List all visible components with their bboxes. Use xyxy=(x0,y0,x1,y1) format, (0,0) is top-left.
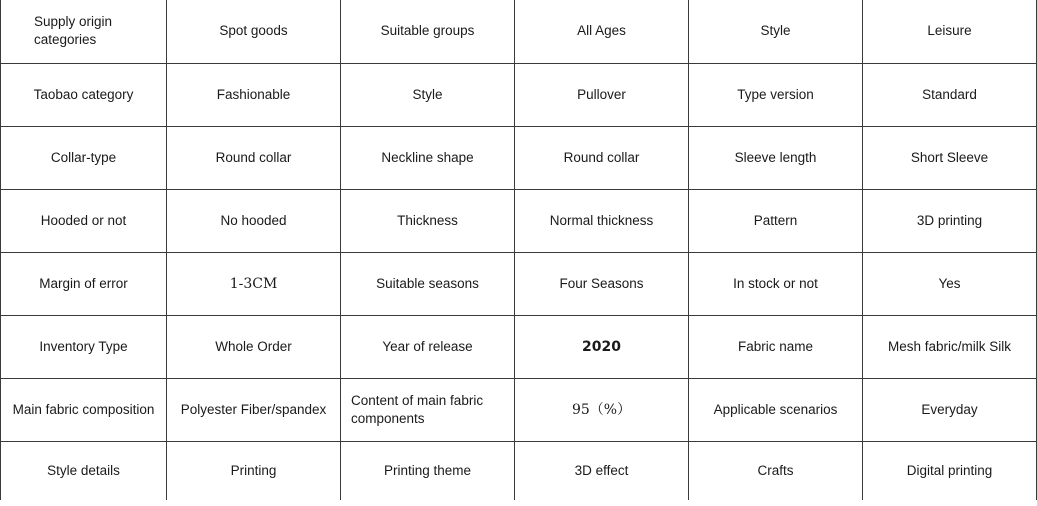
table-row xyxy=(1,63,1037,126)
label-pattern: Pattern xyxy=(689,189,863,252)
value-printing-theme: 3D effect xyxy=(515,441,689,500)
label-suitable-seasons: Suitable seasons xyxy=(341,252,515,315)
value-type-version: Standard xyxy=(863,63,1037,126)
value-pattern: 3D printing xyxy=(863,189,1037,252)
label-crafts: Crafts xyxy=(689,441,863,500)
value-style-2: Pullover xyxy=(515,63,689,126)
value-supply-origin-categories: Spot goods xyxy=(167,0,341,63)
value-neckline-shape: Round collar xyxy=(515,126,689,189)
value-taobao-category: Fashionable xyxy=(167,63,341,126)
value-hooded-or-not: No hooded xyxy=(167,189,341,252)
label-hooded-or-not: Hooded or not xyxy=(1,189,167,252)
value-year-of-release: 2020 xyxy=(515,315,689,378)
label-inventory-type: Inventory Type xyxy=(1,315,167,378)
label-year-of-release: Year of release xyxy=(341,315,515,378)
value-margin-of-error: 1-3CM xyxy=(167,252,341,315)
label-taobao-category: Taobao category xyxy=(1,63,167,126)
value-thickness: Normal thickness xyxy=(515,189,689,252)
label-style-details: Style details xyxy=(1,441,167,500)
label-neckline-shape: Neckline shape xyxy=(341,126,515,189)
table-row xyxy=(1,189,1037,252)
label-content-of-main-fabric-components: Content of main fabric components xyxy=(341,378,515,441)
value-style: Leisure xyxy=(863,0,1037,63)
label-supply-origin-categories: Supply origin categories xyxy=(1,0,167,63)
label-applicable-scenarios: Applicable scenarios xyxy=(689,378,863,441)
label-fabric-name: Fabric name xyxy=(689,315,863,378)
value-fabric-name: Mesh fabric/milk Silk xyxy=(863,315,1037,378)
value-main-fabric-composition: Polyester Fiber/spandex xyxy=(167,378,341,441)
table-row xyxy=(1,252,1037,315)
label-thickness: Thickness xyxy=(341,189,515,252)
table-row xyxy=(1,441,1037,500)
table-row xyxy=(1,378,1037,441)
value-collar-type: Round collar xyxy=(167,126,341,189)
label-suitable-groups: Suitable groups xyxy=(341,0,515,63)
label-style: Style xyxy=(689,0,863,63)
table-row xyxy=(1,126,1037,189)
value-suitable-groups: All Ages xyxy=(515,0,689,63)
label-main-fabric-composition: Main fabric composition xyxy=(1,378,167,441)
value-style-details: Printing xyxy=(167,441,341,500)
value-sleeve-length: Short Sleeve xyxy=(863,126,1037,189)
label-sleeve-length: Sleeve length xyxy=(689,126,863,189)
label-type-version: Type version xyxy=(689,63,863,126)
label-printing-theme: Printing theme xyxy=(341,441,515,500)
label-collar-type: Collar-type xyxy=(1,126,167,189)
value-content-of-main-fabric-components: 95（%） xyxy=(515,378,689,441)
value-inventory-type: Whole Order xyxy=(167,315,341,378)
value-in-stock-or-not: Yes xyxy=(863,252,1037,315)
label-in-stock-or-not: In stock or not xyxy=(689,252,863,315)
value-suitable-seasons: Four Seasons xyxy=(515,252,689,315)
table-row xyxy=(1,0,1037,63)
table-row xyxy=(1,315,1037,378)
label-margin-of-error: Margin of error xyxy=(1,252,167,315)
value-crafts: Digital printing xyxy=(863,441,1037,500)
label-style-2: Style xyxy=(341,63,515,126)
value-applicable-scenarios: Everyday xyxy=(863,378,1037,441)
